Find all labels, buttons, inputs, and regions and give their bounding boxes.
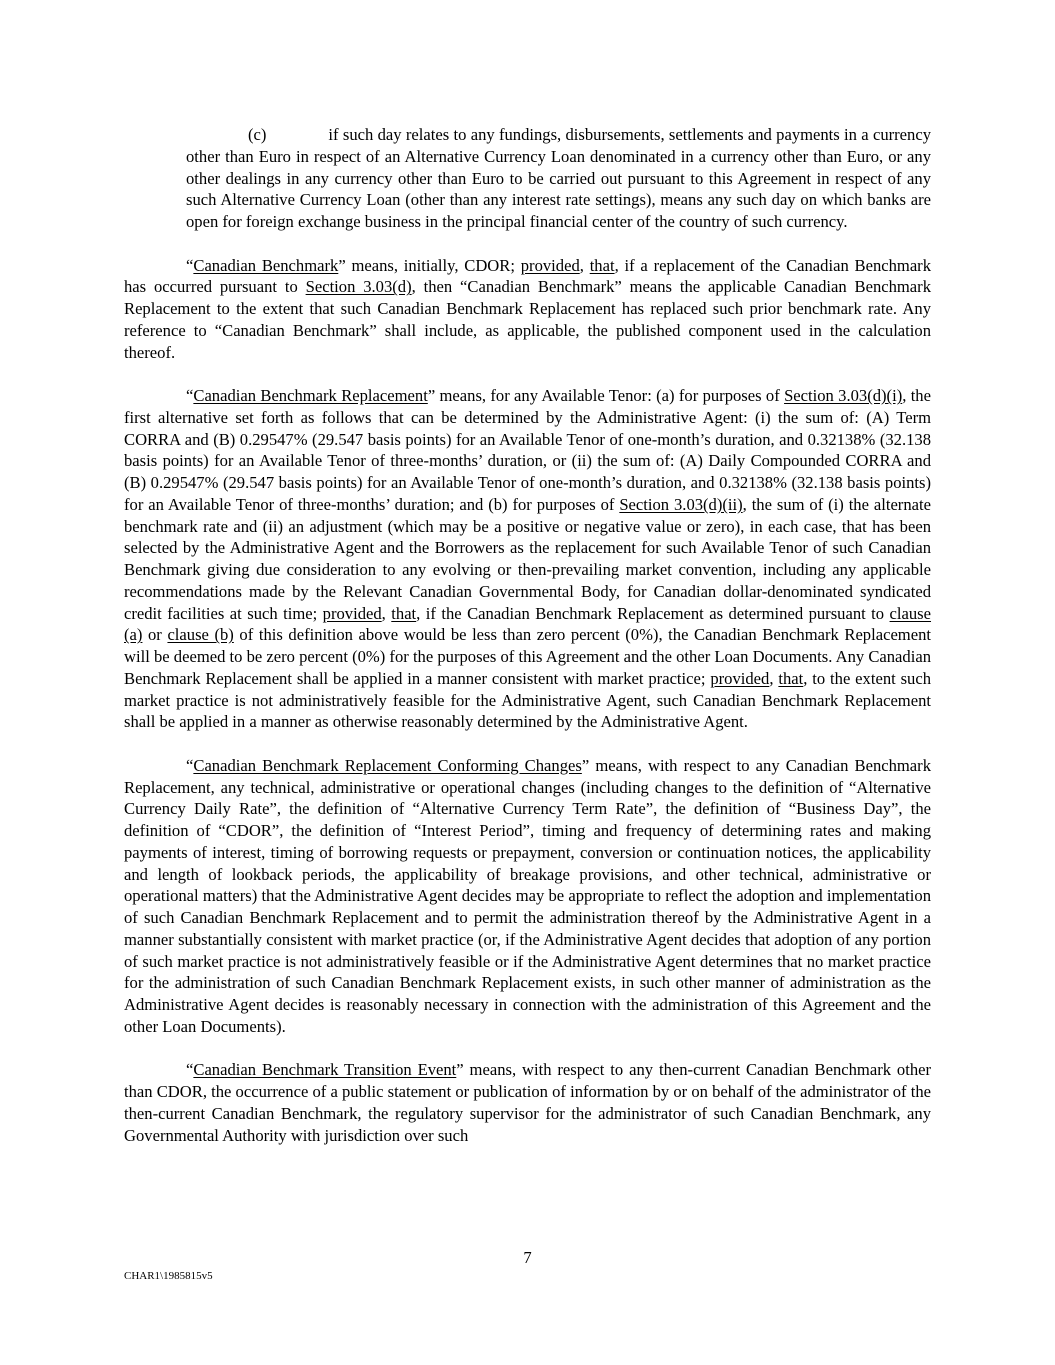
clause-c-label: (c) — [248, 125, 267, 144]
underlined-provided: provided — [520, 255, 580, 275]
definition-text: , the first alternative set forth as follows that can be determined by the Administrative Agent: (i) the sum of: (A) Term CORRA and (B) 0.29547% (29.547 basis points) for an Available Tenor of one-month’s duration, and 0.32138% (32.138 basis points) for an Available Tenor of three-months’ duration, or (ii) the sum of: (A) Daily Compounded CORRA and (B) 0.29547% (29.547 basis points) for an Available Tenor of one-month’s duration, and 0.32138% (32.138 basis points) for an Available Tenor of three-months’ duration; and (b) for purposes of — [124, 386, 931, 514]
underlined-provided: provided — [322, 603, 382, 623]
definition-canadian-benchmark-transition-event — [124, 1059, 931, 1146]
section-reference: Section 3.03(d) — [305, 277, 412, 297]
underlined-that: that — [589, 255, 615, 275]
document-body — [124, 124, 931, 1168]
defined-term: Canadian Benchmark Replacement — [193, 386, 428, 405]
definition-text: ” means, initially, CDOR; — [338, 255, 521, 275]
definition-text: ” means, with respect to any then-current Canadian Benchmark other than CDOR, the occurrence of a public statement or publication of information by or on behalf of the administrator of the then-current Canadian Benchmark, the regulatory supervisor for the administrator of such Canadian Benchmark, any Governmental Authority with jurisdiction over such — [124, 1060, 932, 1145]
definition-text: of this definition above would be less than zero percent (0%), the Canadian Benchmark Replacement will be deemed to be zero percent (0%) for the purposes of this Agreement and the other Loan Documents. Any Canadian Benchmark Replacement shall be applied in a manner consistent with market practice; — [124, 625, 931, 688]
definition-text: , — [579, 255, 590, 275]
definition-text: , to the extent such market practice is not administratively feasible for the Administrative Agent, such Canadian Benchmark Replacement shall be applied in a manner as otherwise reasonably determined by the Administrative Agent. — [124, 668, 931, 732]
document-id: CHAR1\1985815v5 — [124, 1270, 213, 1282]
underlined-provided: provided — [710, 668, 770, 688]
definition-text: , — [769, 668, 779, 688]
defined-term: Canadian Benchmark — [193, 255, 339, 275]
definition-text: , — [381, 603, 392, 623]
definition-canadian-benchmark-replacement — [124, 385, 931, 733]
defined-term: Canadian Benchmark Replacement Conforming Changes — [193, 755, 582, 775]
definition-text: , if the Canadian Benchmark Replacement as determined pursuant to — [416, 603, 890, 623]
clause-reference: clause (b) — [167, 625, 234, 645]
underlined-that: that — [391, 603, 417, 623]
definition-canadian-benchmark-replacement-conforming-changes — [124, 755, 931, 1038]
quote-open: “ — [186, 386, 194, 405]
section-reference: Section 3.03(d)(i) — [784, 386, 903, 405]
clause-c-paragraph — [186, 124, 931, 233]
definition-text: , if a replacement of the Canadian Benchmark has occurred pursuant to — [124, 255, 932, 297]
clause-c-text: if such day relates to any fundings, disbursements, settlements and payments in a currency other than Euro in respect of an Alternative Currency Loan denominated in a currency other than Euro, or any other dealings in any currency other than Euro to be carried out pursuant to this Agreement in respect of any such Alternative Currency Loan (other than any interest rate settings), means any such day on which banks are open for foreign exchange business in the principal financial center of the country of such currency. — [186, 125, 931, 231]
defined-term: Canadian Benchmark Transition Event — [193, 1060, 457, 1080]
quote-open: “ — [186, 1060, 194, 1080]
definition-canadian-benchmark — [124, 255, 931, 364]
underlined-that: that — [778, 668, 804, 688]
quote-open: “ — [186, 255, 194, 275]
clause-reference: clause (a) — [124, 603, 932, 645]
page-number: 7 — [523, 1248, 532, 1267]
definition-text: , the sum of (i) the alternate benchmark rate and (ii) an adjustment (which may be a positive or negative value or zero), in each case, that has been selected by the Administrative Agent and the Borrowers as the replacement for such Available Tenor of such Canadian Benchmark giving due consideration to any evolving or then-prevailing market convention, including any applicable recommendations made by the Relevant Canadian Governmental Body, for Canadian dollar-denominated syndicated credit facilities at such time; — [124, 494, 931, 623]
definition-text: ” means, for any Available Tenor: (a) for purposes of — [427, 386, 785, 405]
quote-open: “ — [186, 755, 194, 775]
definition-text: or — [142, 625, 168, 645]
definition-text: ” means, with respect to any Canadian Benchmark Replacement, any technical, administrative or operational changes (including changes to the definition of “Alternative Currency Daily Rate”, the definition of “Alternative Currency Term Rate”, the definition of “Business Day”, the definition of “CDOR”, the definition of “Interest Period”, timing and frequency of determining rates and making payments of interest, timing of borrowing requests or prepayment, conversion or continuation notices, the applicability and length of lookback periods, the applicability of breakage provisions, and other technical, administrative or operational matters) that the Administrative Agent decides may be appropriate to reflect the adoption and implementation of such Canadian Benchmark Replacement and to permit the administration thereof by the Administrative Agent in a manner substantially consistent with market practice (or, if the Administrative Agent decides that adoption of any portion of such market practice is not administratively feasible or if the Administrative Agent determines that no market practice for the administration of such Canadian Benchmark Replacement exists, in such other manner of administration as the Administrative Agent decides is reasonably necessary in connection with the administration of this Agreement and the other Loan Documents). — [124, 755, 931, 1036]
definition-text: , then “Canadian Benchmark” means the applicable Canadian Benchmark Replacement to the extent that such Canadian Benchmark Replacement has replaced such prior benchmark rate. Any reference to “Canadian Benchmark” shall include, as applicable, the published component used in the calculation thereof. — [124, 277, 931, 362]
section-reference: Section 3.03(d)(ii) — [619, 494, 743, 514]
